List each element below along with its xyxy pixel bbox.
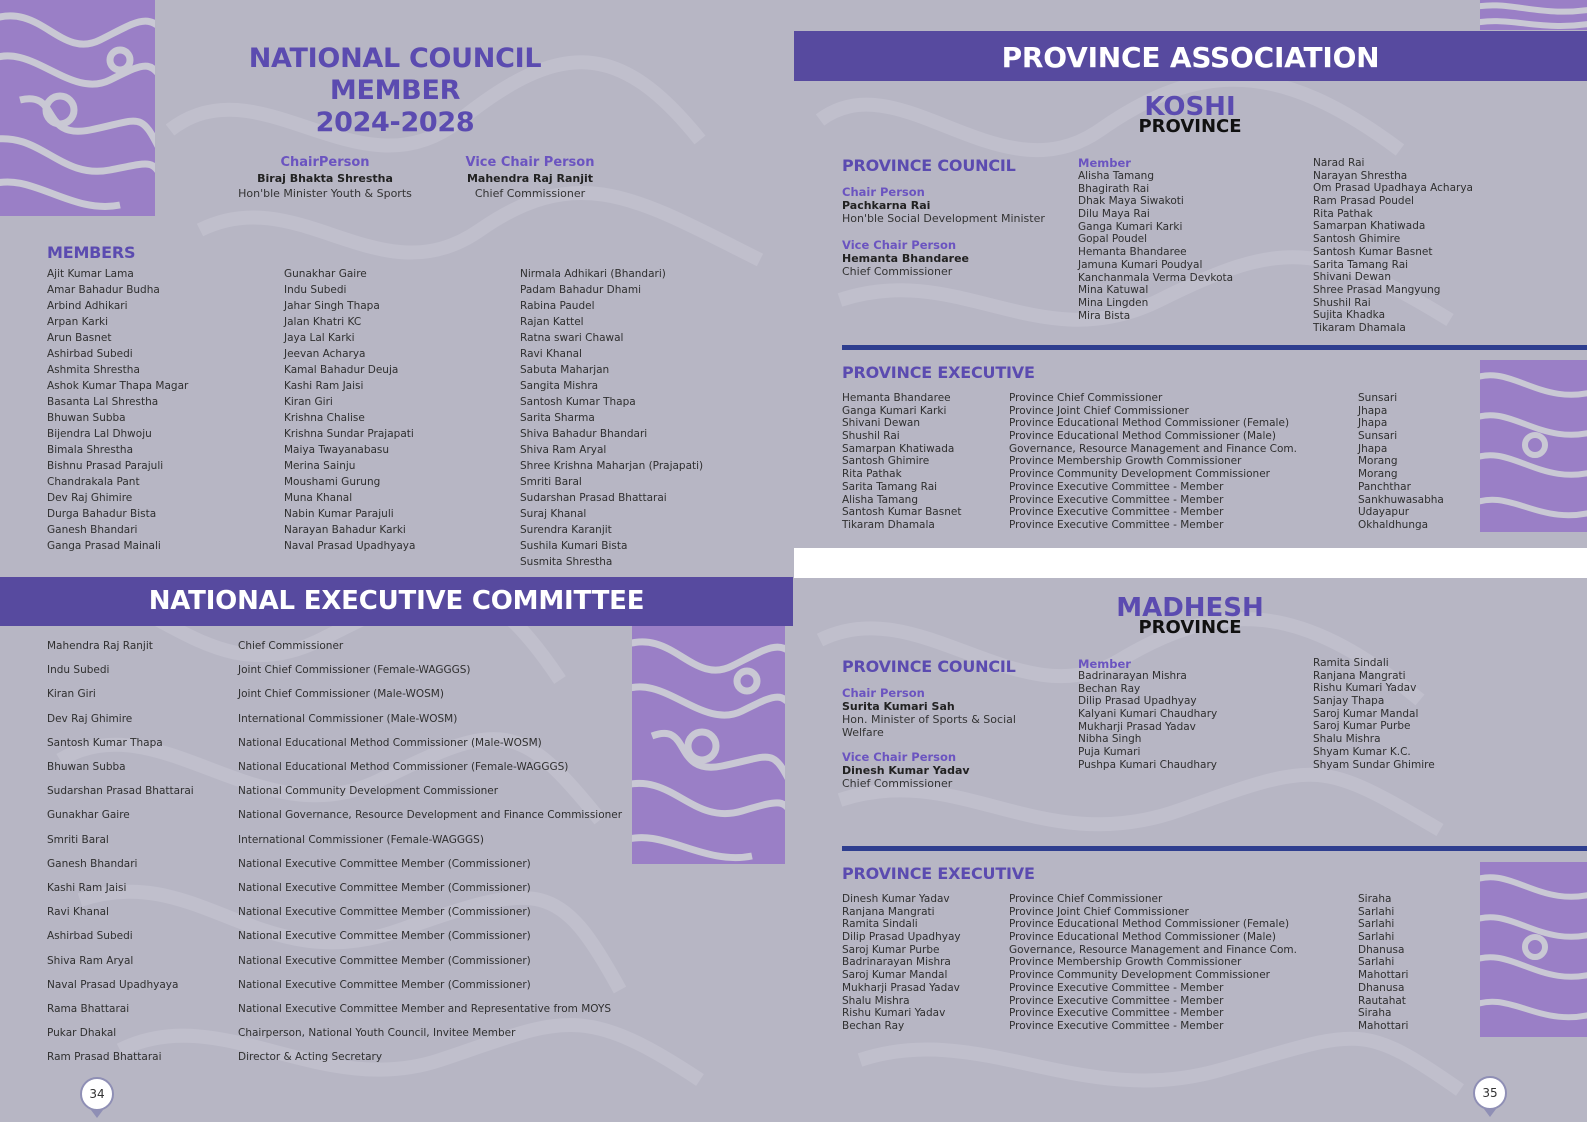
list-item: Jhapa [1358,404,1388,417]
list-item: Saroj Kumar Purbe [1313,720,1411,733]
list-item: Santosh Kumar Basnet [1313,245,1433,258]
nec-member-role: National Executive Committee Member (Commissioner) [238,882,531,894]
koshi-chair-name: Pachkarna Rai [842,199,931,212]
nec-member-name: Naval Prasad Upadhyaya [47,978,179,991]
list-item: Surendra Karanjit [520,524,612,536]
list-item: Rabina Paudel [520,300,595,312]
madhesh-members-column-2 [1313,657,1435,771]
madhesh-council-heading: PROVINCE COUNCIL [842,657,1016,676]
madhesh-chair-label: Chair Person [842,686,925,700]
nec-row [47,1027,627,1051]
list-item: Dhanusa [1358,943,1405,956]
list-item: Morang [1358,455,1398,468]
koshi-members-column-2 [1313,157,1473,335]
koshi-title: KOSHI [1144,92,1236,122]
list-item: Province Membership Growth Commissioner [1009,956,1242,969]
list-item: Rajan Kattel [520,316,584,328]
list-item: Province Executive Committee - Member [1009,994,1224,1007]
members-column-1 [47,266,188,554]
koshi-council-heading: PROVINCE COUNCIL [842,156,1016,175]
list-item: Mukharji Prasad Yadav [1078,720,1196,733]
page-number-ribbon-icon [1484,1109,1496,1117]
list-item: Jahar Singh Thapa [284,300,380,312]
list-item: Ganesh Bhandari [47,524,138,536]
list-item: Rautahat [1358,994,1406,1007]
list-item: Rita Pathak [1313,207,1373,220]
nec-row [47,834,627,858]
madhesh-member-label: Member [1078,657,1131,671]
list-item: Bechan Ray [842,1019,905,1032]
list-item: Krishna Chalise [284,412,365,424]
nec-row [47,1051,627,1075]
marble-pattern-top-left [0,0,155,216]
madhesh-chair-role-line2: Welfare [842,726,884,739]
list-item: Province Executive Committee - Member [1009,493,1224,506]
list-item: Ganga Kumari Karki [842,404,947,417]
vice-chairperson-role: Chief Commissioner [474,187,586,200]
list-item: Province Chief Commissioner [1009,392,1163,404]
nec-member-role: National Executive Committee Member (Commissioner) [238,978,531,991]
list-item: Siraha [1358,1007,1392,1020]
list-item: Ranjana Mangrati [842,905,935,918]
list-item: Hemanta Bhandaree [1078,246,1187,259]
list-item: Shalu Mishra [1313,733,1381,746]
list-item: Nabin Kumar Parajuli [284,508,394,520]
nec-row [47,906,627,930]
list-item: Sarlahi [1358,905,1395,918]
list-item: Sankhuwasabha [1358,493,1444,506]
nec-row [47,688,627,712]
list-item: Bishnu Prasad Parajuli [47,460,164,472]
list-item: Maiya Twayanabasu [284,444,390,456]
nec-member-role: National Executive Committee Member (Commissioner) [238,857,531,870]
madhesh-vice-chair-role: Chief Commissioner [842,777,953,790]
nec-row [47,761,627,785]
nec-member-name: Mahendra Raj Ranjit [47,640,153,652]
list-item: Krishna Sundar Prajapati [284,428,414,440]
list-item: Nirmala Adhikari (Bhandari) [520,268,666,280]
list-item: Sushila Kumari Bista [520,540,628,552]
list-item: Narayan Shrestha [1313,169,1408,182]
list-item: Saroj Kumar Mandal [1313,707,1419,720]
list-item: Sarita Sharma [520,412,595,424]
list-item: Kashi Ram Jaisi [284,380,364,392]
list-item: Naval Prasad Upadhyaya [284,540,416,552]
list-item: Badrinarayan Mishra [1078,670,1187,682]
page-number-left: 34 [80,1077,114,1111]
list-item: Jhapa [1358,417,1388,430]
list-item: Sudarshan Prasad Bhattarai [520,492,667,504]
list-item: Padam Bahadur Dhami [520,284,641,296]
list-item: Arpan Karki [47,316,109,328]
list-item: Tikaram Dhamala [1313,321,1406,334]
list-item: Sarita Tamang Rai [1313,258,1409,271]
madhesh-exec-heading: PROVINCE EXECUTIVE [842,864,1035,883]
list-item: Suraj Khanal [520,508,587,520]
list-item: Muna Khanal [284,492,353,504]
list-item: Okhaldhunga [1358,518,1429,531]
province-association-banner: PROVINCE ASSOCIATION [794,31,1587,81]
list-item: Province Executive Committee - Member [1009,1007,1224,1020]
nec-table [47,640,627,1070]
nec-member-role: International Commissioner (Male-WOSM) [238,712,458,725]
vice-chairperson-name: Mahendra Raj Ranjit [466,172,594,185]
list-item: Dilip Prasad Upadhyay [1078,695,1197,708]
nec-row [47,930,627,954]
list-item: Shushil Rai [842,430,900,443]
list-item: Ajit Kumar Lama [47,268,134,280]
nec-member-name: Sudarshan Prasad Bhattarai [47,785,194,798]
koshi-vice-chair-role: Chief Commissioner [842,265,953,278]
list-item: Ramita Sindali [1313,657,1389,669]
nec-member-role: Director & Acting Secretary [238,1051,383,1064]
list-item: Alisha Tamang [1078,170,1155,182]
nec-member-role: Chairperson, National Youth Council, Invitee Member [238,1027,516,1040]
list-item: Arbind Adhikari [47,300,128,312]
koshi-subtitle: PROVINCE [1138,116,1242,137]
list-item: Sarlahi [1358,931,1395,944]
list-item: Shiva Bahadur Bhandari [520,428,648,440]
list-item: Amar Bahadur Budha [47,284,160,296]
list-item: Ashmita Shrestha [47,364,140,376]
list-item: Santosh Kumar Thapa [520,396,636,408]
nec-member-role: Joint Chief Commissioner (Female-WAGGGS) [238,664,471,677]
chairperson-label: ChairPerson [280,155,370,170]
nec-member-name: Smriti Baral [47,833,109,846]
list-item: Jamuna Kumari Poudyal [1078,258,1203,271]
nec-row [47,1003,627,1027]
nec-member-role: National Executive Committee Member (Commissioner) [238,954,531,967]
list-item: Jalan Khatri KC [284,316,362,328]
list-item: Shivani Dewan [842,417,921,430]
list-item: Nibha Singh [1078,733,1142,746]
list-item: Ashok Kumar Thapa Magar [47,380,189,392]
list-item: Merina Sainju [284,460,356,472]
list-item: Ganga Kumari Karki [1078,220,1183,233]
list-item: Gopal Poudel [1078,233,1147,246]
marble-pattern-madhesh [1480,862,1587,1037]
list-item: Ashirbad Subedi [47,348,133,360]
list-item: Badrinarayan Mishra [842,956,951,969]
list-item: Jeevan Acharya [284,348,366,360]
koshi-members-column-1 [1078,170,1233,322]
koshi-chair-label: Chair Person [842,185,925,199]
nec-row [47,955,627,979]
section-separator [794,548,1587,578]
list-item: Province Chief Commissioner [1009,893,1163,905]
madhesh-title: MADHESH [1116,593,1264,623]
list-item: Ratna swari Chawal [520,332,624,344]
list-item: Shree Prasad Mangyung [1313,283,1441,296]
nec-member-name: Ram Prasad Bhattarai [47,1051,162,1064]
list-item: Governance, Resource Management and Finance Com. [1009,442,1297,455]
list-item: Province Joint Chief Commissioner [1009,905,1189,918]
list-item: Om Prasad Upadhaya Acharya [1313,182,1473,195]
list-item: Narad Rai [1313,157,1365,169]
list-item: Ganga Prasad Mainali [47,540,161,552]
list-item: Chandrakala Pant [47,476,140,488]
list-item: Indu Subedi [284,284,347,296]
page-number-ribbon-icon [91,1110,103,1118]
page-number-right: 35 [1473,1076,1507,1110]
list-item: Jhapa [1358,442,1388,455]
list-item: Mira Bista [1078,309,1131,322]
list-item: Susmita Shrestha [520,556,613,568]
list-item: Shalu Mishra [842,994,910,1007]
members-column-2 [284,266,415,554]
list-item: Sunsari [1358,430,1398,443]
list-item: Basanta Lal Shrestha [47,396,159,408]
nec-member-role: National Educational Method Commissioner (Female-WAGGGS) [238,761,569,773]
koshi-member-label: Member [1078,156,1131,170]
list-item: Samarpan Khatiwada [1313,220,1426,233]
nec-member-name: Kiran Giri [47,688,96,701]
list-item: Santosh Ghimire [842,455,930,468]
list-item: Sanjay Thapa [1313,695,1385,708]
vice-chairperson-label: Vice Chair Person [465,155,595,170]
council-title-line2: 2024-2028 [315,107,475,138]
list-item: Ravi Khanal [520,348,582,360]
chairperson-name: Biraj Bhakta Shrestha [257,172,393,185]
list-item: Province Executive Committee - Member [1009,1019,1224,1032]
madhesh-exec-roles [1009,893,1297,1033]
list-item: Samarpan Khatiwada [842,442,955,455]
nec-row [47,640,627,664]
nec-banner: NATIONAL EXECUTIVE COMMITTEE [0,577,793,626]
list-item: Shushil Rai [1313,296,1371,309]
list-item: Bimala Shrestha [47,444,134,456]
list-item: Morang [1358,468,1398,481]
list-item: Arun Basnet [47,332,112,344]
list-item: Panchthar [1358,480,1411,493]
list-item: Province Educational Method Commissioner (Female) [1009,918,1290,931]
nec-member-role: National Governance, Resource Development and Finance Commissioner [238,809,623,822]
members-heading: MEMBERS [47,243,136,262]
list-item: Rishu Kumari Yadav [842,1007,946,1020]
list-item: Rita Pathak [842,468,902,481]
list-item: Santosh Ghimire [1313,233,1401,246]
list-item: Mina Katuwal [1078,284,1149,297]
list-item: Province Joint Chief Commissioner [1009,404,1189,417]
list-item: Ranjana Mangrati [1313,669,1406,682]
list-item: Dilip Prasad Upadhyay [842,931,961,944]
koshi-exec-places [1358,392,1444,532]
madhesh-exec-names [842,893,961,1033]
list-item: Dhak Maya Siwakoti [1078,195,1184,208]
list-item: Bechan Ray [1078,682,1141,695]
nec-row [47,664,627,688]
list-item: Saroj Kumar Mandal [842,969,948,982]
list-item: Shyam Sundar Ghimire [1313,758,1435,771]
list-item: Gunakhar Gaire [284,268,367,280]
koshi-vice-chair-name: Hemanta Bhandaree [842,252,970,265]
list-item: Mahottari [1358,1019,1409,1032]
list-item: Shivani Dewan [1313,271,1392,284]
nec-member-name: Ganesh Bhandari [47,857,138,870]
nec-member-name: Shiva Ram Aryal [47,954,134,967]
nec-row [47,882,627,906]
nec-row [47,737,627,761]
koshi-exec-heading: PROVINCE EXECUTIVE [842,363,1035,382]
list-item: Pushpa Kumari Chaudhary [1078,758,1217,771]
list-item: Tikaram Dhamala [842,518,935,531]
list-item: Bhuwan Subba [47,412,126,424]
koshi-divider [842,345,1587,350]
list-item: Sangita Mishra [520,380,599,392]
nec-member-role: National Community Development Commissioner [238,785,499,798]
chairperson-role: Hon'ble Minister Youth & Sports [238,187,412,200]
list-item: Shree Krishna Maharjan (Prajapati) [520,460,704,472]
nec-member-role: National Executive Committee Member (Commissioner) [238,930,531,943]
list-item: Province Executive Committee - Member [1009,981,1224,994]
madhesh-vice-chair-label: Vice Chair Person [842,750,957,764]
list-item: Kiran Giri [284,396,333,408]
list-item: Moushami Gurung [284,476,381,488]
koshi-exec-roles [1009,392,1297,532]
list-item: Mukharji Prasad Yadav [842,981,960,994]
nec-row [47,979,627,1003]
list-item: Ram Prasad Poudel [1313,195,1414,208]
list-item: Province Membership Growth Commissioner [1009,455,1242,468]
list-item: Dhanusa [1358,981,1405,994]
nec-member-role: Chief Commissioner [238,640,344,652]
nec-row [47,858,627,882]
madhesh-subtitle: PROVINCE [1138,617,1242,638]
nec-row [47,809,627,833]
marble-pattern-top-right [1480,0,1587,30]
list-item: Shyam Kumar K.C. [1313,745,1411,758]
nec-row [47,785,627,809]
nec-member-name: Indu Subedi [47,664,110,677]
list-item: Kanchanmala Verma Devkota [1078,271,1234,284]
nec-member-role: National Executive Committee Member (Commissioner) [238,906,531,919]
list-item: Smriti Baral [520,476,582,488]
list-item: Ramita Sindali [842,918,918,931]
madhesh-chair-name: Surita Kumari Sah [842,700,955,713]
list-item: Dilu Maya Rai [1078,208,1150,221]
list-item: Saroj Kumar Purbe [842,943,940,956]
koshi-vice-chair-label: Vice Chair Person [842,238,957,252]
madhesh-divider [842,846,1587,851]
nec-member-name: Santosh Kumar Thapa [47,736,163,749]
list-item: Alisha Tamang [842,493,919,506]
list-item: Kamal Bahadur Deuja [284,364,399,376]
nec-member-name: Gunakhar Gaire [47,809,130,822]
list-item: Sarlahi [1358,956,1395,969]
madhesh-exec-places [1358,893,1408,1033]
list-item: Province Executive Committee - Member [1009,480,1224,493]
list-item: Sabuta Maharjan [520,364,610,376]
list-item: Sunsari [1358,392,1398,404]
list-item: Sujita Khadka [1313,309,1386,322]
madhesh-members-column-1 [1078,670,1217,772]
list-item: Hemanta Bhandaree [842,392,951,404]
list-item: Siraha [1358,893,1392,905]
list-item: Province Educational Method Commissioner (Female) [1009,417,1290,430]
list-item: Kalyani Kumari Chaudhary [1078,708,1218,721]
nec-member-name: Dev Raj Ghimire [47,712,133,725]
nec-member-role: International Commissioner (Female-WAGGGS) [238,833,484,846]
list-item: Province Executive Committee - Member [1009,506,1224,519]
list-item: Mahottari [1358,969,1409,982]
list-item: Province Community Development Commissioner [1009,969,1270,982]
nec-member-name: Pukar Dhakal [47,1027,117,1040]
list-item: Narayan Bahadur Karki [284,524,406,536]
list-item: Mina Lingden [1078,296,1149,309]
list-item: Province Community Development Commissioner [1009,468,1270,481]
list-item: Province Educational Method Commissioner (Male) [1009,430,1276,443]
list-item: Governance, Resource Management and Finance Com. [1009,943,1297,956]
koshi-chair-role: Hon'ble Social Development Minister [842,212,1045,225]
list-item: Sarlahi [1358,918,1395,931]
list-item: Bijendra Lal Dhwoju [47,428,152,440]
list-item: Shiva Ram Aryal [520,444,607,456]
nec-row [47,713,627,737]
koshi-exec-names [842,392,961,532]
council-title-line1: NATIONAL COUNCIL MEMBER [248,43,542,106]
nec-member-name: Ashirbad Subedi [47,930,133,943]
list-item: Sarita Tamang Rai [842,480,938,493]
list-item: Rishu Kumari Yadav [1313,682,1417,695]
nec-member-name: Rama Bhattarai [47,1003,130,1015]
nec-member-name: Kashi Ram Jaisi [47,882,127,894]
nec-member-role: National Executive Committee Member and Representative from MOYS [238,1003,612,1015]
list-item: Dev Raj Ghimire [47,492,133,504]
list-item: Jaya Lal Karki [284,332,355,344]
list-item: Bhagirath Rai [1078,182,1150,195]
nec-member-name: Ravi Khanal [47,906,109,919]
list-item: Santosh Kumar Basnet [842,506,962,519]
marble-pattern-koshi [1480,360,1587,532]
list-item: Province Executive Committee - Member [1009,518,1224,531]
nec-member-name: Bhuwan Subba [47,761,126,773]
nec-member-role: National Educational Method Commissioner (Male-WOSM) [238,736,542,749]
nec-member-role: Joint Chief Commissioner (Male-WOSM) [238,688,444,701]
list-item: Puja Kumari [1078,746,1141,759]
madhesh-chair-role-line1: Hon. Minister of Sports & Social [842,713,1016,726]
list-item: Dinesh Kumar Yadav [842,893,950,905]
list-item: Udayapur [1358,506,1410,519]
members-column-3 [520,266,703,570]
list-item: Province Educational Method Commissioner (Male) [1009,931,1276,944]
list-item: Durga Bahadur Bista [47,508,157,520]
madhesh-vice-chair-name: Dinesh Kumar Yadav [842,764,970,777]
marble-pattern-nec [632,626,785,864]
